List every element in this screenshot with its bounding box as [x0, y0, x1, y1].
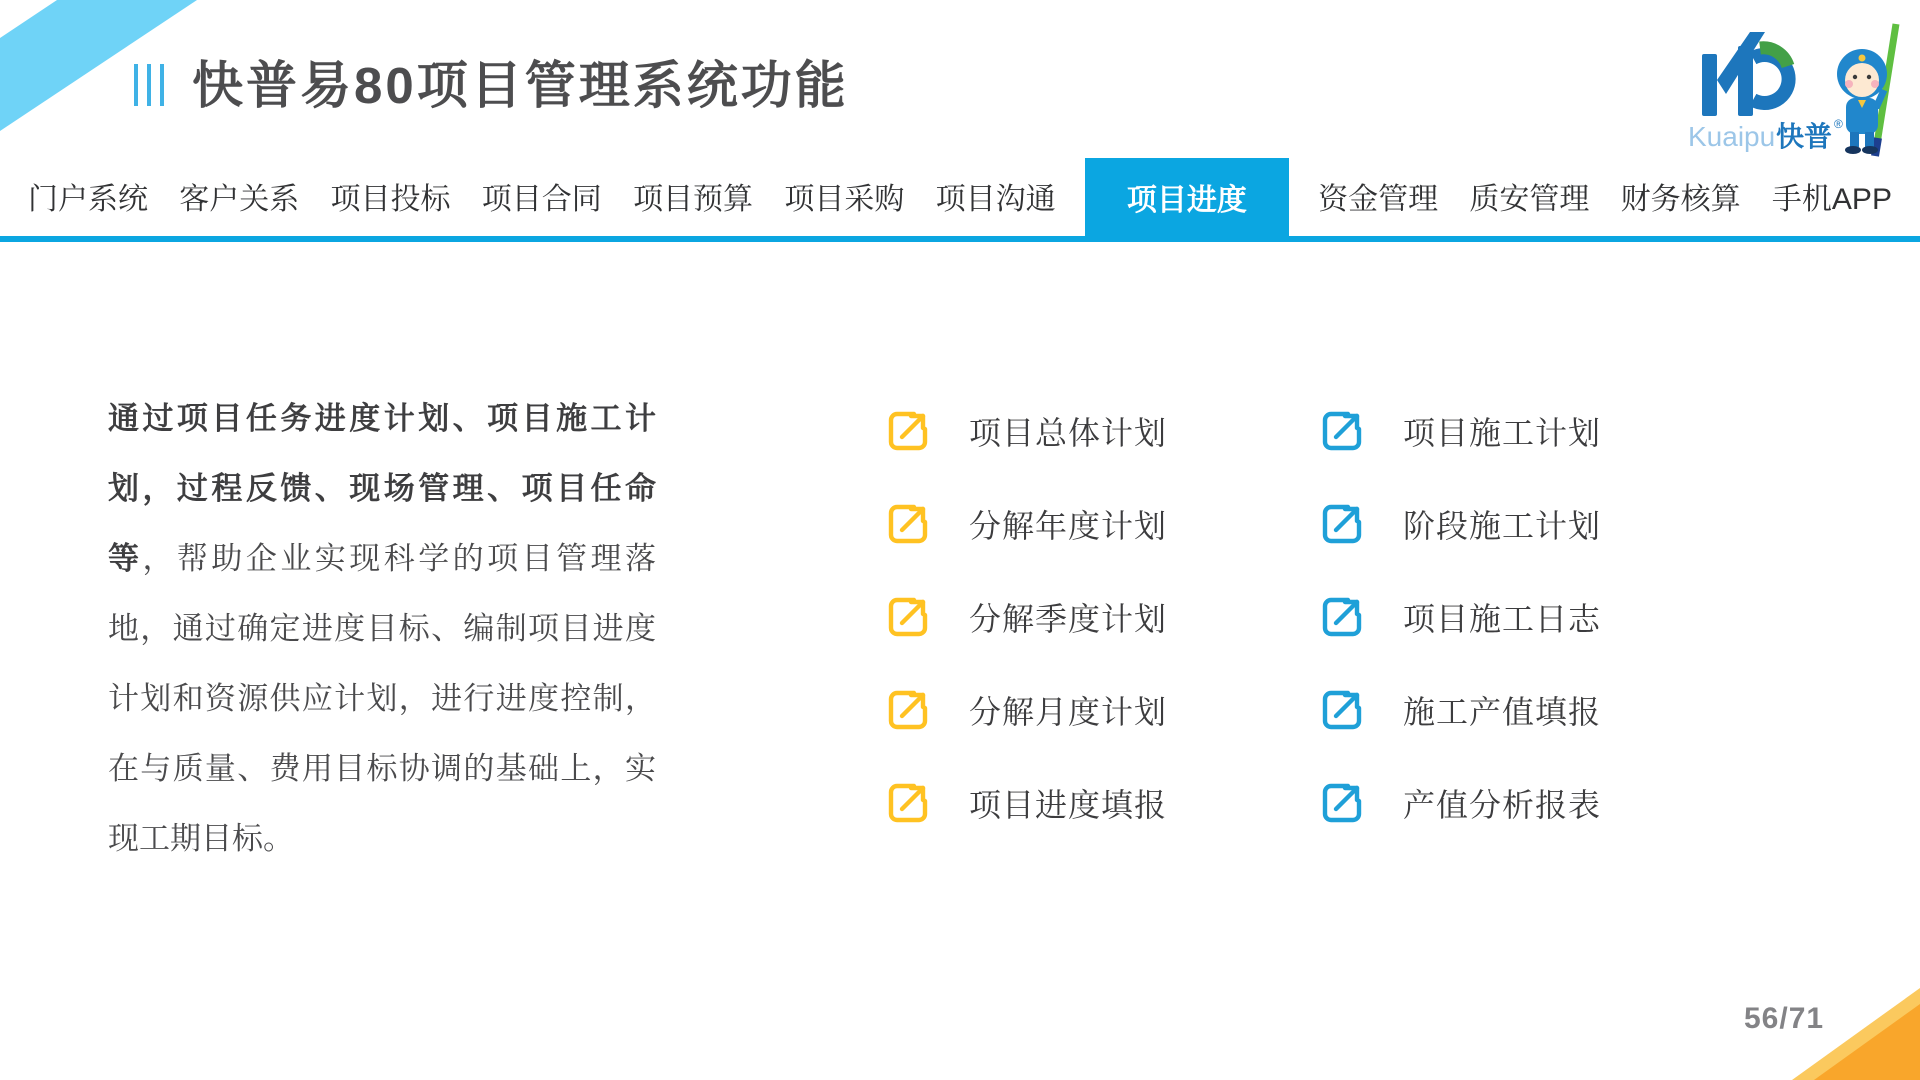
page-number: 56/71 — [1744, 1002, 1825, 1035]
feature-label: 施工产值填报 — [1403, 694, 1602, 730]
page-title: 快普易80项目管理系统功能 — [192, 57, 849, 114]
tab-project-progress-active[interactable]: 项目进度 — [1085, 158, 1289, 236]
feature-item — [1318, 779, 1601, 827]
feature-label: 项目施工日志 — [1403, 601, 1602, 637]
external-link-icon — [884, 500, 932, 548]
feature-item — [884, 593, 1167, 641]
feature-list-right — [1318, 407, 1601, 827]
feature-label: 项目施工计划 — [1403, 415, 1602, 451]
top-left-stripe-decoration — [0, 0, 200, 135]
module-tab-bar — [0, 150, 1920, 242]
feature-label: 阶段施工计划 — [1403, 508, 1602, 544]
feature-description-bold: 通过项目任务进度计划、项目施工计划，过程反馈、现场管理、项目任命等 — [108, 401, 656, 576]
feature-description — [108, 384, 656, 874]
feature-label: 分解季度计划 — [969, 601, 1168, 637]
external-link-icon — [1318, 686, 1366, 734]
feature-item — [1318, 686, 1601, 734]
feature-item — [1318, 407, 1601, 455]
tab-project-bidding[interactable]: 项目投标 — [330, 183, 451, 216]
tab-quality-safety[interactable]: 质安管理 — [1469, 183, 1590, 216]
external-link-icon — [884, 593, 932, 641]
feature-label: 分解月度计划 — [969, 694, 1168, 730]
brand-text-en: Kuaipu — [1688, 121, 1776, 152]
feature-item — [884, 500, 1167, 548]
external-link-icon — [1318, 779, 1366, 827]
feature-label: 项目总体计划 — [969, 415, 1168, 451]
tab-mobile-app[interactable]: 手机APP — [1771, 183, 1892, 216]
feature-label: 项目进度填报 — [969, 787, 1168, 823]
feature-item — [884, 686, 1167, 734]
tab-fund-management[interactable]: 资金管理 — [1318, 183, 1439, 216]
feature-list-left — [884, 407, 1167, 827]
tab-project-budget[interactable]: 项目预算 — [633, 183, 754, 216]
tab-financial-accounting[interactable]: 财务核算 — [1620, 183, 1741, 216]
feature-item — [884, 779, 1167, 827]
tab-project-contract[interactable]: 项目合同 — [481, 183, 602, 216]
external-link-icon — [884, 686, 932, 734]
feature-item — [884, 407, 1167, 455]
tab-customer-relations[interactable]: 客户关系 — [179, 183, 300, 216]
feature-label: 分解年度计划 — [969, 508, 1168, 544]
feature-item — [1318, 500, 1601, 548]
external-link-icon — [884, 407, 932, 455]
kp-logo-mark — [1702, 32, 1789, 116]
registered-mark: ® — [1834, 117, 1843, 131]
feature-label: 产值分析报表 — [1403, 787, 1602, 823]
tab-project-communication[interactable]: 项目沟通 — [935, 183, 1056, 216]
title-bars-icon — [134, 64, 164, 106]
tab-portal-system[interactable]: 门户系统 — [28, 183, 148, 216]
external-link-icon — [1318, 407, 1366, 455]
tab-project-procurement[interactable]: 项目采购 — [784, 183, 905, 216]
external-link-icon — [1318, 500, 1366, 548]
feature-item — [1318, 593, 1601, 641]
kuaipu-mascot — [1837, 24, 1896, 156]
brand-text-cn: 快普 — [1776, 121, 1833, 152]
external-link-icon — [1318, 593, 1366, 641]
external-link-icon — [884, 779, 932, 827]
feature-description-regular: ，帮助企业实现科学的项目管理落地，通过确定进度目标、编制项目进度计划和资源供应计划，进行进度控制，在与质量、费用目标协调的基础上，实现工期目标。 — [108, 541, 657, 856]
kuaipu-logo — [1672, 22, 1912, 160]
